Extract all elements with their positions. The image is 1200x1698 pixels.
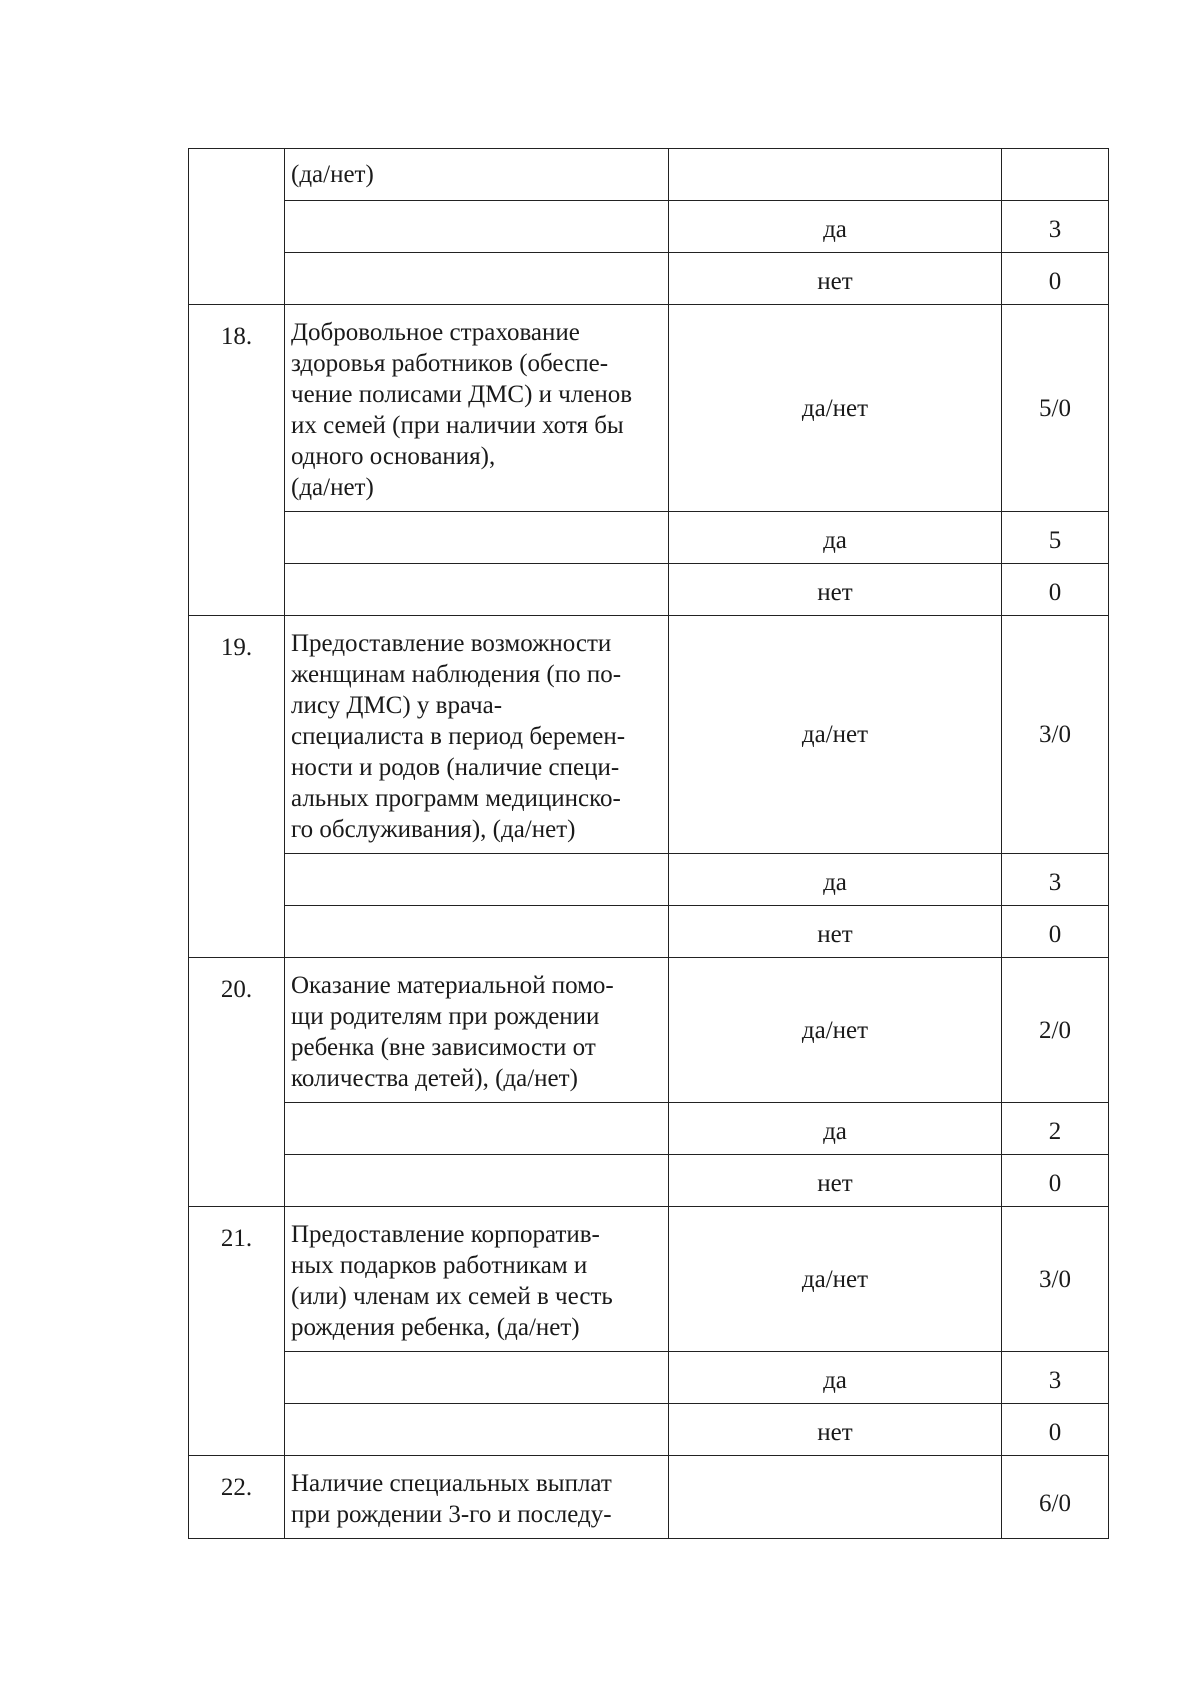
answer-cell (669, 149, 1002, 201)
answer-cell: да (669, 1103, 1002, 1155)
score-cell: 0 (1002, 1404, 1109, 1456)
table-row (189, 512, 1109, 564)
answer-cell: да/нет (669, 616, 1002, 854)
criteria-table (188, 148, 1109, 1539)
table-row (189, 1352, 1109, 1404)
table-row (189, 564, 1109, 616)
table-row (189, 1207, 1109, 1352)
answer-cell: нет (669, 906, 1002, 958)
score-cell: 0 (1002, 253, 1109, 305)
criterion-text: Добровольное страхование здоровья работников (обеспе- чение полисами ДМС) и членов их семей (при наличии хотя бы одного основания), (да/нет) (285, 305, 669, 512)
answer-cell: нет (669, 1155, 1002, 1207)
row-number: 20. (189, 958, 285, 1207)
criterion-text: Оказание материальной помо- щи родителям при рождении ребенка (вне зависимости от количества детей), (да/нет) (285, 958, 669, 1103)
row-number: 18. (189, 305, 285, 616)
table-row (189, 616, 1109, 854)
row-number: 19. (189, 616, 285, 958)
score-cell: 0 (1002, 564, 1109, 616)
empty-cell (285, 253, 669, 305)
row-number: 21. (189, 1207, 285, 1456)
answer-cell: да (669, 201, 1002, 253)
score-cell: 3/0 (1002, 616, 1109, 854)
answer-cell (669, 1456, 1002, 1539)
table-row (189, 149, 1109, 201)
criterion-text: Предоставление возможности женщинам наблюдения (по по- лису ДМС) у врача- специалиста в период беремен- ности и родов (наличие специ- альных программ медицинско- го обслуживания), (да/нет) (285, 616, 669, 854)
table-row (189, 253, 1109, 305)
score-cell: 3/0 (1002, 1207, 1109, 1352)
score-cell: 5/0 (1002, 305, 1109, 512)
table-row (189, 305, 1109, 512)
answer-cell: да/нет (669, 958, 1002, 1103)
criterion-text: (да/нет) (285, 149, 669, 201)
score-cell: 6/0 (1002, 1456, 1109, 1539)
answer-cell: да (669, 512, 1002, 564)
table-row (189, 1155, 1109, 1207)
score-cell: 3 (1002, 1352, 1109, 1404)
score-cell: 3 (1002, 201, 1109, 253)
empty-cell (285, 1155, 669, 1207)
score-cell: 2/0 (1002, 958, 1109, 1103)
score-cell: 0 (1002, 906, 1109, 958)
table-row (189, 906, 1109, 958)
empty-cell (285, 1103, 669, 1155)
answer-cell: да (669, 854, 1002, 906)
score-cell: 5 (1002, 512, 1109, 564)
score-cell: 2 (1002, 1103, 1109, 1155)
answer-cell: нет (669, 1404, 1002, 1456)
answer-cell: да (669, 1352, 1002, 1404)
row-number (189, 149, 285, 305)
table-row (189, 958, 1109, 1103)
score-cell: 0 (1002, 1155, 1109, 1207)
table-row (189, 201, 1109, 253)
table-row (189, 854, 1109, 906)
table-row (189, 1404, 1109, 1456)
empty-cell (285, 1404, 669, 1456)
empty-cell (285, 1352, 669, 1404)
table-row (189, 1456, 1109, 1539)
empty-cell (285, 906, 669, 958)
score-cell: 3 (1002, 854, 1109, 906)
criterion-text: Предоставление корпоратив- ных подарков работникам и (или) членам их семей в честь рождения ребенка, (да/нет) (285, 1207, 669, 1352)
table-row (189, 1103, 1109, 1155)
empty-cell (285, 201, 669, 253)
empty-cell (285, 854, 669, 906)
criterion-text: Наличие специальных выплат при рождении 3-го и последу- (285, 1456, 669, 1539)
empty-cell (285, 512, 669, 564)
empty-cell (285, 564, 669, 616)
score-cell (1002, 149, 1109, 201)
answer-cell: да/нет (669, 305, 1002, 512)
answer-cell: нет (669, 564, 1002, 616)
answer-cell: да/нет (669, 1207, 1002, 1352)
answer-cell: нет (669, 253, 1002, 305)
row-number: 22. (189, 1456, 285, 1539)
